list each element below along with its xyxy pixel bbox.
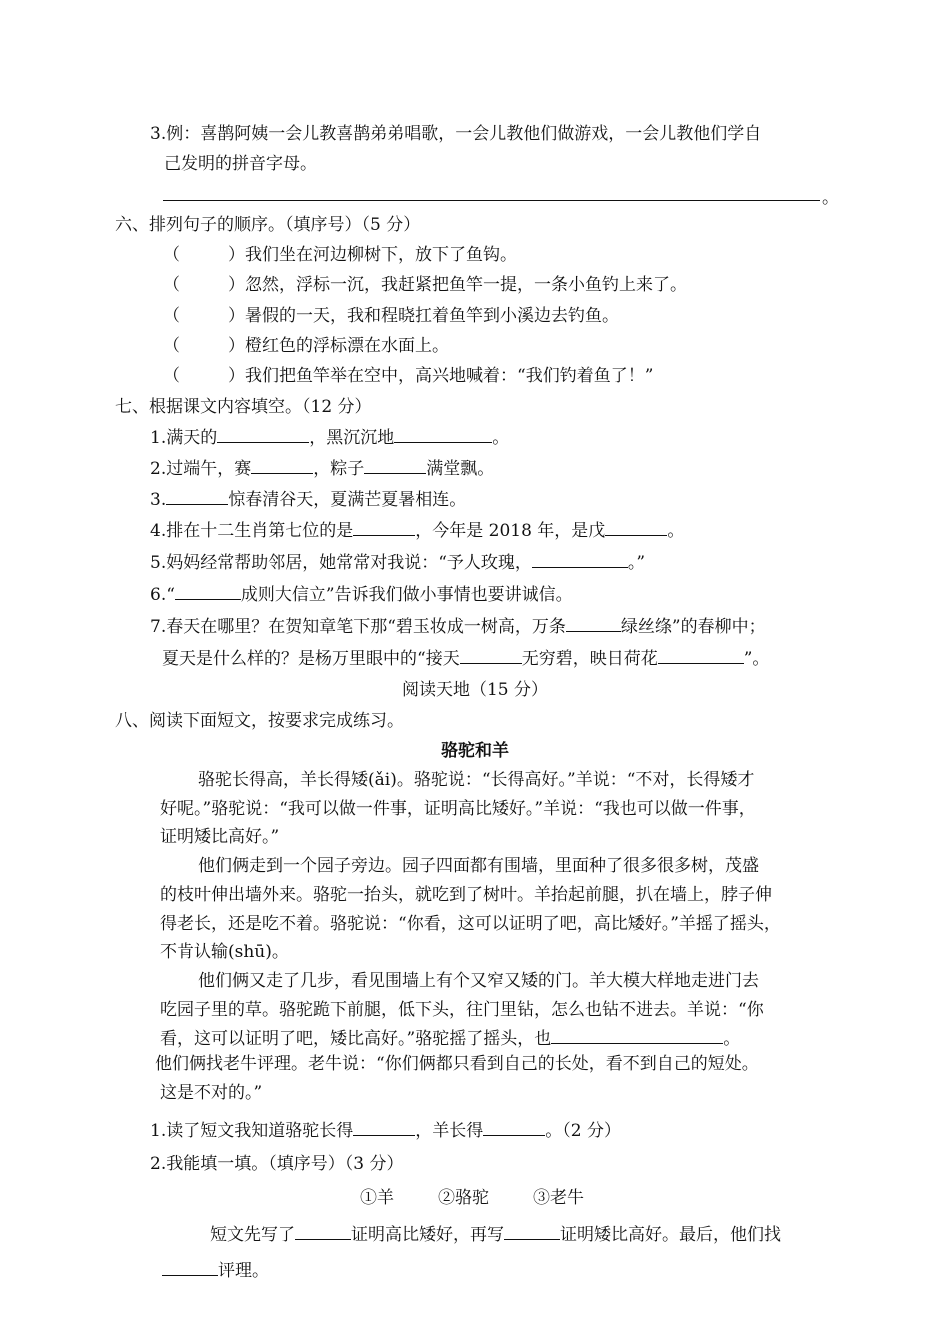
reading-q2-blank-3[interactable] — [162, 1258, 218, 1276]
option-2: ②骆驼 — [438, 1188, 489, 1208]
fill-q6-text-b: 成则大信立”告诉我们做小事情也要讲诚信。 — [240, 585, 573, 605]
reading-q2-blank-2[interactable] — [504, 1222, 560, 1240]
q5-3-answer-line[interactable] — [163, 200, 820, 201]
fill-q4-blank-1[interactable] — [353, 518, 415, 536]
paren-open: （ — [163, 306, 180, 326]
order-text-5: 我们把鱼竿举在空中，高兴地喊着：“我们钓着鱼了！” — [245, 366, 654, 386]
fill-q7-blank-1[interactable] — [566, 614, 621, 632]
reading-q2-text-a: 短文先写了 — [210, 1225, 295, 1245]
fill-q6-text-a: 6.“ — [150, 585, 175, 605]
passage-p2-line1: 他们俩走到一个园子旁边。园子四面都有围墙，里面种了很多很多树，茂盛 — [198, 856, 759, 876]
fill-q3-text-a: 3. — [150, 490, 167, 510]
fill-q1-blank-2[interactable] — [394, 425, 492, 443]
fill-q4-blank-2[interactable] — [605, 518, 667, 536]
fill-q7-text-d: 无穷碧，映日荷花 — [521, 649, 658, 669]
reading-q1-blank-2[interactable] — [483, 1118, 545, 1136]
q5-3-end-mark: 。 — [822, 188, 839, 208]
fill-q7-blank-2[interactable] — [460, 646, 522, 664]
passage-p3-end: 。 — [723, 1029, 741, 1049]
reading-q2-text-c: 证明矮比高好。最后，他们找 — [560, 1225, 781, 1245]
paren-open: （ — [163, 245, 180, 265]
fill-q2-blank-1[interactable] — [251, 456, 313, 474]
paren-open: （ — [163, 336, 180, 356]
fill-q3-text-b: 惊春清谷天，夏满芒夏暑相连。 — [228, 490, 467, 510]
fill-q1-blank-1[interactable] — [217, 425, 309, 443]
passage-p3-line1: 他们俩又走了几步，看见围墙上有个又窄又矮的门。羊大模大样地走进门去 — [198, 971, 759, 991]
fill-q4 — [150, 518, 684, 543]
fill-q2-blank-2[interactable] — [364, 456, 426, 474]
fill-q7-line2 — [162, 646, 769, 671]
fill-q7-blank-3[interactable] — [658, 646, 744, 664]
fill-q5-blank-1[interactable] — [532, 550, 628, 568]
fill-q5-text-b: 。” — [627, 553, 646, 573]
fill-q1 — [150, 425, 509, 450]
order-item-5 — [163, 364, 653, 388]
order-item-1 — [163, 243, 517, 267]
passage-p1-line2: 好呢。”骆驼说：“我可以做一件事，证明高比矮好。”羊说：“我也可以做一件事， — [160, 799, 756, 819]
fill-q6 — [150, 582, 573, 607]
passage-p4-line1: 他们俩找老牛评理。老牛说：“你们俩都只看到自己的长处，看不到自己的短处。 — [155, 1054, 759, 1074]
reading-q2-line1 — [210, 1222, 781, 1247]
fill-q5 — [150, 550, 645, 575]
passage-p2-line2: 的枝叶伸出墙外来。骆驼一抬头，就吃到了树叶。羊抬起前腿，扒在墙上，脖子伸 — [160, 885, 772, 905]
reading-section-heading: 阅读天地（15 分） — [401, 680, 549, 700]
fill-q1-text-c: 。 — [492, 428, 510, 448]
reading-q1-text-a: 1.读了短文我知道骆驼长得 — [150, 1121, 354, 1141]
section8-heading: 八、阅读下面短文，按要求完成练习。 — [115, 711, 404, 731]
passage-p2-line4: 不肯认输(shū)。 — [160, 942, 289, 962]
passage-blank[interactable] — [551, 1026, 723, 1044]
passage-p3-line2: 吃园子里的草。骆驼跪下前腿，低下头，往门里钻，怎么也钻不进去。羊说：“你 — [160, 1000, 764, 1020]
paren-close: ） — [228, 366, 245, 386]
order-text-3: 暑假的一天，我和程晓扛着鱼竿到小溪边去钓鱼。 — [245, 306, 619, 326]
passage-p1-line1: 骆驼长得高，羊长得矮(ǎi)。骆驼说：“长得高好。”羊说：“不对，长得矮才 — [198, 770, 755, 790]
passage-title: 骆驼和羊 — [441, 741, 509, 761]
option-3: ③老牛 — [533, 1188, 584, 1208]
fill-q2-text-a: 2.过端午，赛 — [150, 459, 252, 479]
paren-close: ） — [228, 336, 245, 356]
reading-q1-blank-1[interactable] — [353, 1118, 415, 1136]
q5-3-line2: 己发明的拼音字母。 — [164, 154, 317, 174]
section7-heading: 七、根据课文内容填空。（12 分） — [115, 397, 372, 417]
reading-q1-text-b: ，羊长得 — [415, 1121, 484, 1141]
reading-q1-text-c: 。（2 分） — [545, 1121, 621, 1141]
passage-p2-line3: 得老长，还是吃不着。骆驼说：“你看，这可以证明了吧，高比矮好。”羊摇了摇头， — [160, 914, 781, 934]
paren-close: ） — [228, 306, 245, 326]
fill-q2-text-c: 满堂飘。 — [426, 459, 495, 479]
order-item-2 — [163, 273, 687, 297]
reading-q1 — [150, 1118, 621, 1143]
paren-open: （ — [163, 275, 180, 295]
fill-q3-blank-1[interactable] — [166, 487, 228, 505]
order-item-4 — [163, 334, 449, 358]
passage-p1-line3: 证明矮比高好。” — [160, 827, 280, 847]
passage-p3-line3-text: 看，这可以证明了吧，矮比高好。”骆驼摇了摇头，也 — [160, 1029, 552, 1049]
order-text-1: 我们坐在河边柳树下，放下了鱼钩。 — [245, 245, 517, 265]
fill-q6-blank-1[interactable] — [175, 582, 241, 600]
fill-q5-text-a: 5.妈妈经常帮助邻居，她常常对我说：“予人玫瑰， — [150, 553, 532, 573]
reading-q2-heading: 2.我能填一填。（填序号）（3 分） — [150, 1154, 404, 1174]
paren-open: （ — [163, 366, 180, 386]
fill-q4-text-b: ，今年是 2018 年，是戊 — [415, 521, 606, 541]
section6-heading: 六、排列句子的顺序。（填序号）（5 分） — [115, 215, 421, 235]
fill-q3 — [150, 487, 466, 512]
fill-q2 — [150, 456, 494, 481]
reading-q2-line2 — [162, 1258, 269, 1283]
option-1: ①羊 — [360, 1188, 394, 1208]
fill-q7-text-c: 夏天是什么样的？是杨万里眼中的“接天 — [162, 649, 460, 669]
fill-q7-text-e: ”。 — [743, 649, 770, 669]
reading-q2-text-d: 评理。 — [218, 1261, 269, 1281]
fill-q4-text-a: 4.排在十二生肖第七位的是 — [150, 521, 354, 541]
fill-q1-text-a: 1.满天的 — [150, 428, 218, 448]
reading-q2-text-b: 证明高比矮好，再写 — [351, 1225, 504, 1245]
fill-q4-text-c: 。 — [667, 521, 685, 541]
fill-q1-text-b: ，黑沉沉地 — [309, 428, 395, 448]
paren-close: ） — [228, 275, 245, 295]
paren-close: ） — [228, 245, 245, 265]
passage-p4-line2: 这是不对的。” — [160, 1083, 263, 1103]
fill-q7-text-a: 7.春天在哪里？在贺知章笔下那“碧玉妆成一树高，万条 — [150, 617, 566, 637]
reading-q2-options — [360, 1186, 584, 1210]
fill-q7-line1 — [150, 614, 766, 639]
reading-q2-blank-1[interactable] — [295, 1222, 351, 1240]
order-text-4: 橙红色的浮标漂在水面上。 — [245, 336, 449, 356]
fill-q7-text-b: 绿丝绦”的春柳中； — [620, 617, 766, 637]
q5-3-line1: 3.例：喜鹊阿姨一会儿教喜鹊弟弟唱歌，一会儿教他们做游戏，一会儿教他们学自 — [150, 124, 762, 144]
order-text-2: 忽然，浮标一沉，我赶紧把鱼竿一提，一条小鱼钓上来了。 — [245, 275, 687, 295]
order-item-3 — [163, 304, 619, 328]
fill-q2-text-b: ，粽子 — [313, 459, 365, 479]
passage-p3-line3 — [160, 1026, 740, 1051]
